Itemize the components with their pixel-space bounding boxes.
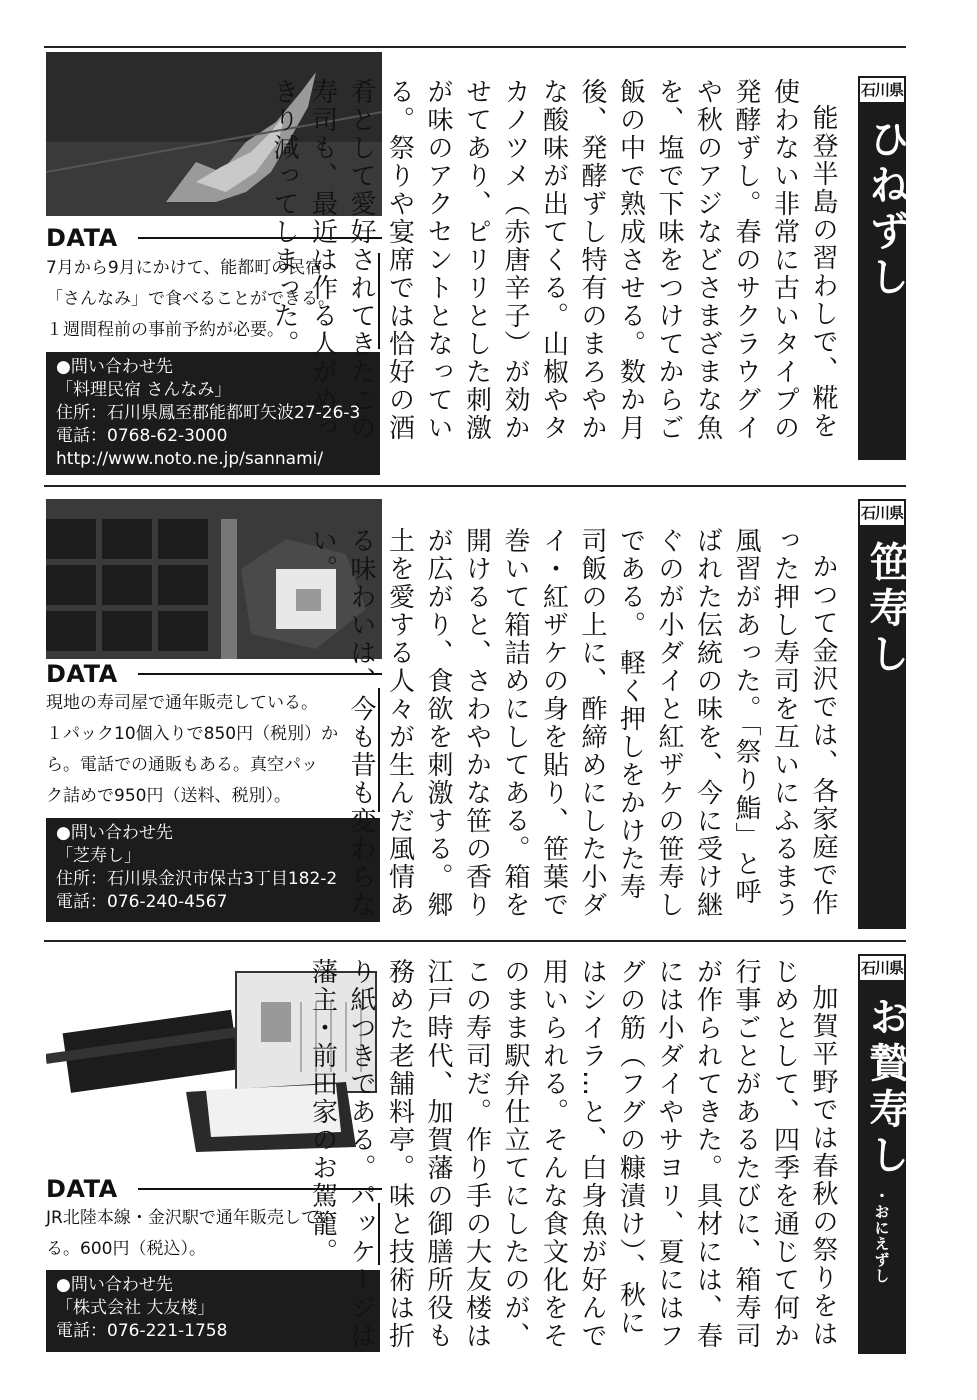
- prefecture-label: 石川県: [858, 499, 906, 527]
- contact-box: [46, 818, 380, 922]
- data-line: １週間程前の事前予約が必要。: [46, 320, 284, 340]
- contact-heading: ●問い合わせ先: [56, 823, 173, 843]
- contact-address: 住所：石川県金沢市保古3丁目182-2: [56, 869, 338, 889]
- section-divider: [44, 940, 906, 942]
- data-label: DATA: [46, 660, 118, 688]
- section-oniezushi: [0, 940, 977, 1400]
- contact-heading: ●問い合わせ先: [56, 357, 173, 377]
- section-hinezushi: [0, 0, 977, 470]
- contact-address: 住所：石川県鳳至郡能都町矢波27-26-3: [56, 403, 361, 423]
- data-line: 7月から9月にかけて、能都町の民宿: [46, 258, 323, 278]
- contact-name: 「芝寿し」: [56, 846, 141, 866]
- title-bar: [858, 954, 909, 1354]
- article-body: 加賀平野では春秋の祭りをはじめとして、四季を通じて何か行事ごとがあるたびに、箱寿司が作られてきた。具材には、春には小ダイやサヨリ、夏にはフグの筋（フグの糠漬け）、秋にはシイラ…と、白身魚が好んで用いられる。そんな食文化をそのまま駅弁仕立てにしたのが、この寿司だ。作り手の大友楼は江戸時代、加賀藩の御膳所役も務めた老舗料亭。味と技術は折り紙つきである。パッケージは藩主・前田家のお駕籠。: [307, 958, 838, 1350]
- article-body: 能登半島の習わしで、糀を使わない非常に古いタイプの発酵ずし。春のサクラウグイや秋のアジなどさまざまな魚を、塩で下味をつけてからご飯の中で熟成させる。数か月後、発酵ずし特有のまろやかな酸味が出てくる。山椒やタカノツメ（赤唐辛子）が効かせてあり、ピリリとした刺激が味のアクセントとなっている。祭りや宴席では恰好の酒肴として愛好されてきたこの寿司も、最近は作る人がめっきり減ってしまった。: [269, 78, 838, 442]
- article-title: お贄寿し: [863, 996, 909, 1180]
- data-line: る。600円（税込）。: [46, 1239, 206, 1259]
- data-line: ク詰めで950円（送料、税別）。: [46, 786, 291, 806]
- data-line: 現地の寿司屋で通年販売している。: [46, 693, 318, 713]
- title-bar: [858, 76, 909, 460]
- data-heading: [46, 661, 382, 687]
- contact-phone: 電話：076-221-1758: [56, 1321, 228, 1341]
- data-line: JR北陸本線・金沢駅で通年販売してい: [46, 1208, 335, 1228]
- prefecture-label: 石川県: [858, 76, 906, 104]
- title-reading: ・おにえずし: [872, 1188, 891, 1284]
- data-info: [46, 688, 380, 812]
- contact-url[interactable]: http://www.noto.ne.jp/sannami/: [56, 449, 324, 469]
- article-body: かつて金沢では、各家庭で作った押し寿司を互いにふるまう風習があった。「祭り鮨」と呼ばれた伝統の味を、今に受け継ぐのが小ダイと紅ザケの笹寿しである。 軽く押しをかけた寿司飯の上に、酢締めにした小ダイ・紅ザケの身を貼り、笹葉で巻いて箱詰めにしてある。箱を開けると、さわやかな笹の香りが広がり、食欲を刺激する。郷土を愛する人々が生んだ風情ある味わいは、今も昔も変わらない。: [307, 527, 838, 919]
- data-label: DATA: [46, 224, 118, 252]
- section-divider: [44, 485, 906, 487]
- contact-phone: 電話：0768-62-3000: [56, 426, 228, 446]
- section-divider: [44, 46, 906, 48]
- data-line: 「さんなみ」で食べることができる。: [46, 289, 335, 309]
- contact-heading: ●問い合わせ先: [56, 1275, 173, 1295]
- data-line: １パック10個入りで850円（税別）か: [46, 724, 339, 744]
- contact-name: 「料理民宿 さんなみ」: [56, 380, 232, 400]
- title-bar: [858, 499, 909, 929]
- section-sasazushi: [0, 485, 977, 930]
- contact-box: [46, 1270, 380, 1352]
- article-title: ひねずし: [863, 118, 909, 302]
- prefecture-label: 石川県: [858, 954, 906, 982]
- contact-phone: 電話：076-240-4567: [56, 892, 228, 912]
- data-label: DATA: [46, 1175, 118, 1203]
- article-title: 笹寿し: [863, 541, 909, 679]
- data-line: ら。電話での通販もある。真空パッ: [46, 755, 318, 775]
- contact-name: 「株式会社 大友楼」: [56, 1298, 215, 1318]
